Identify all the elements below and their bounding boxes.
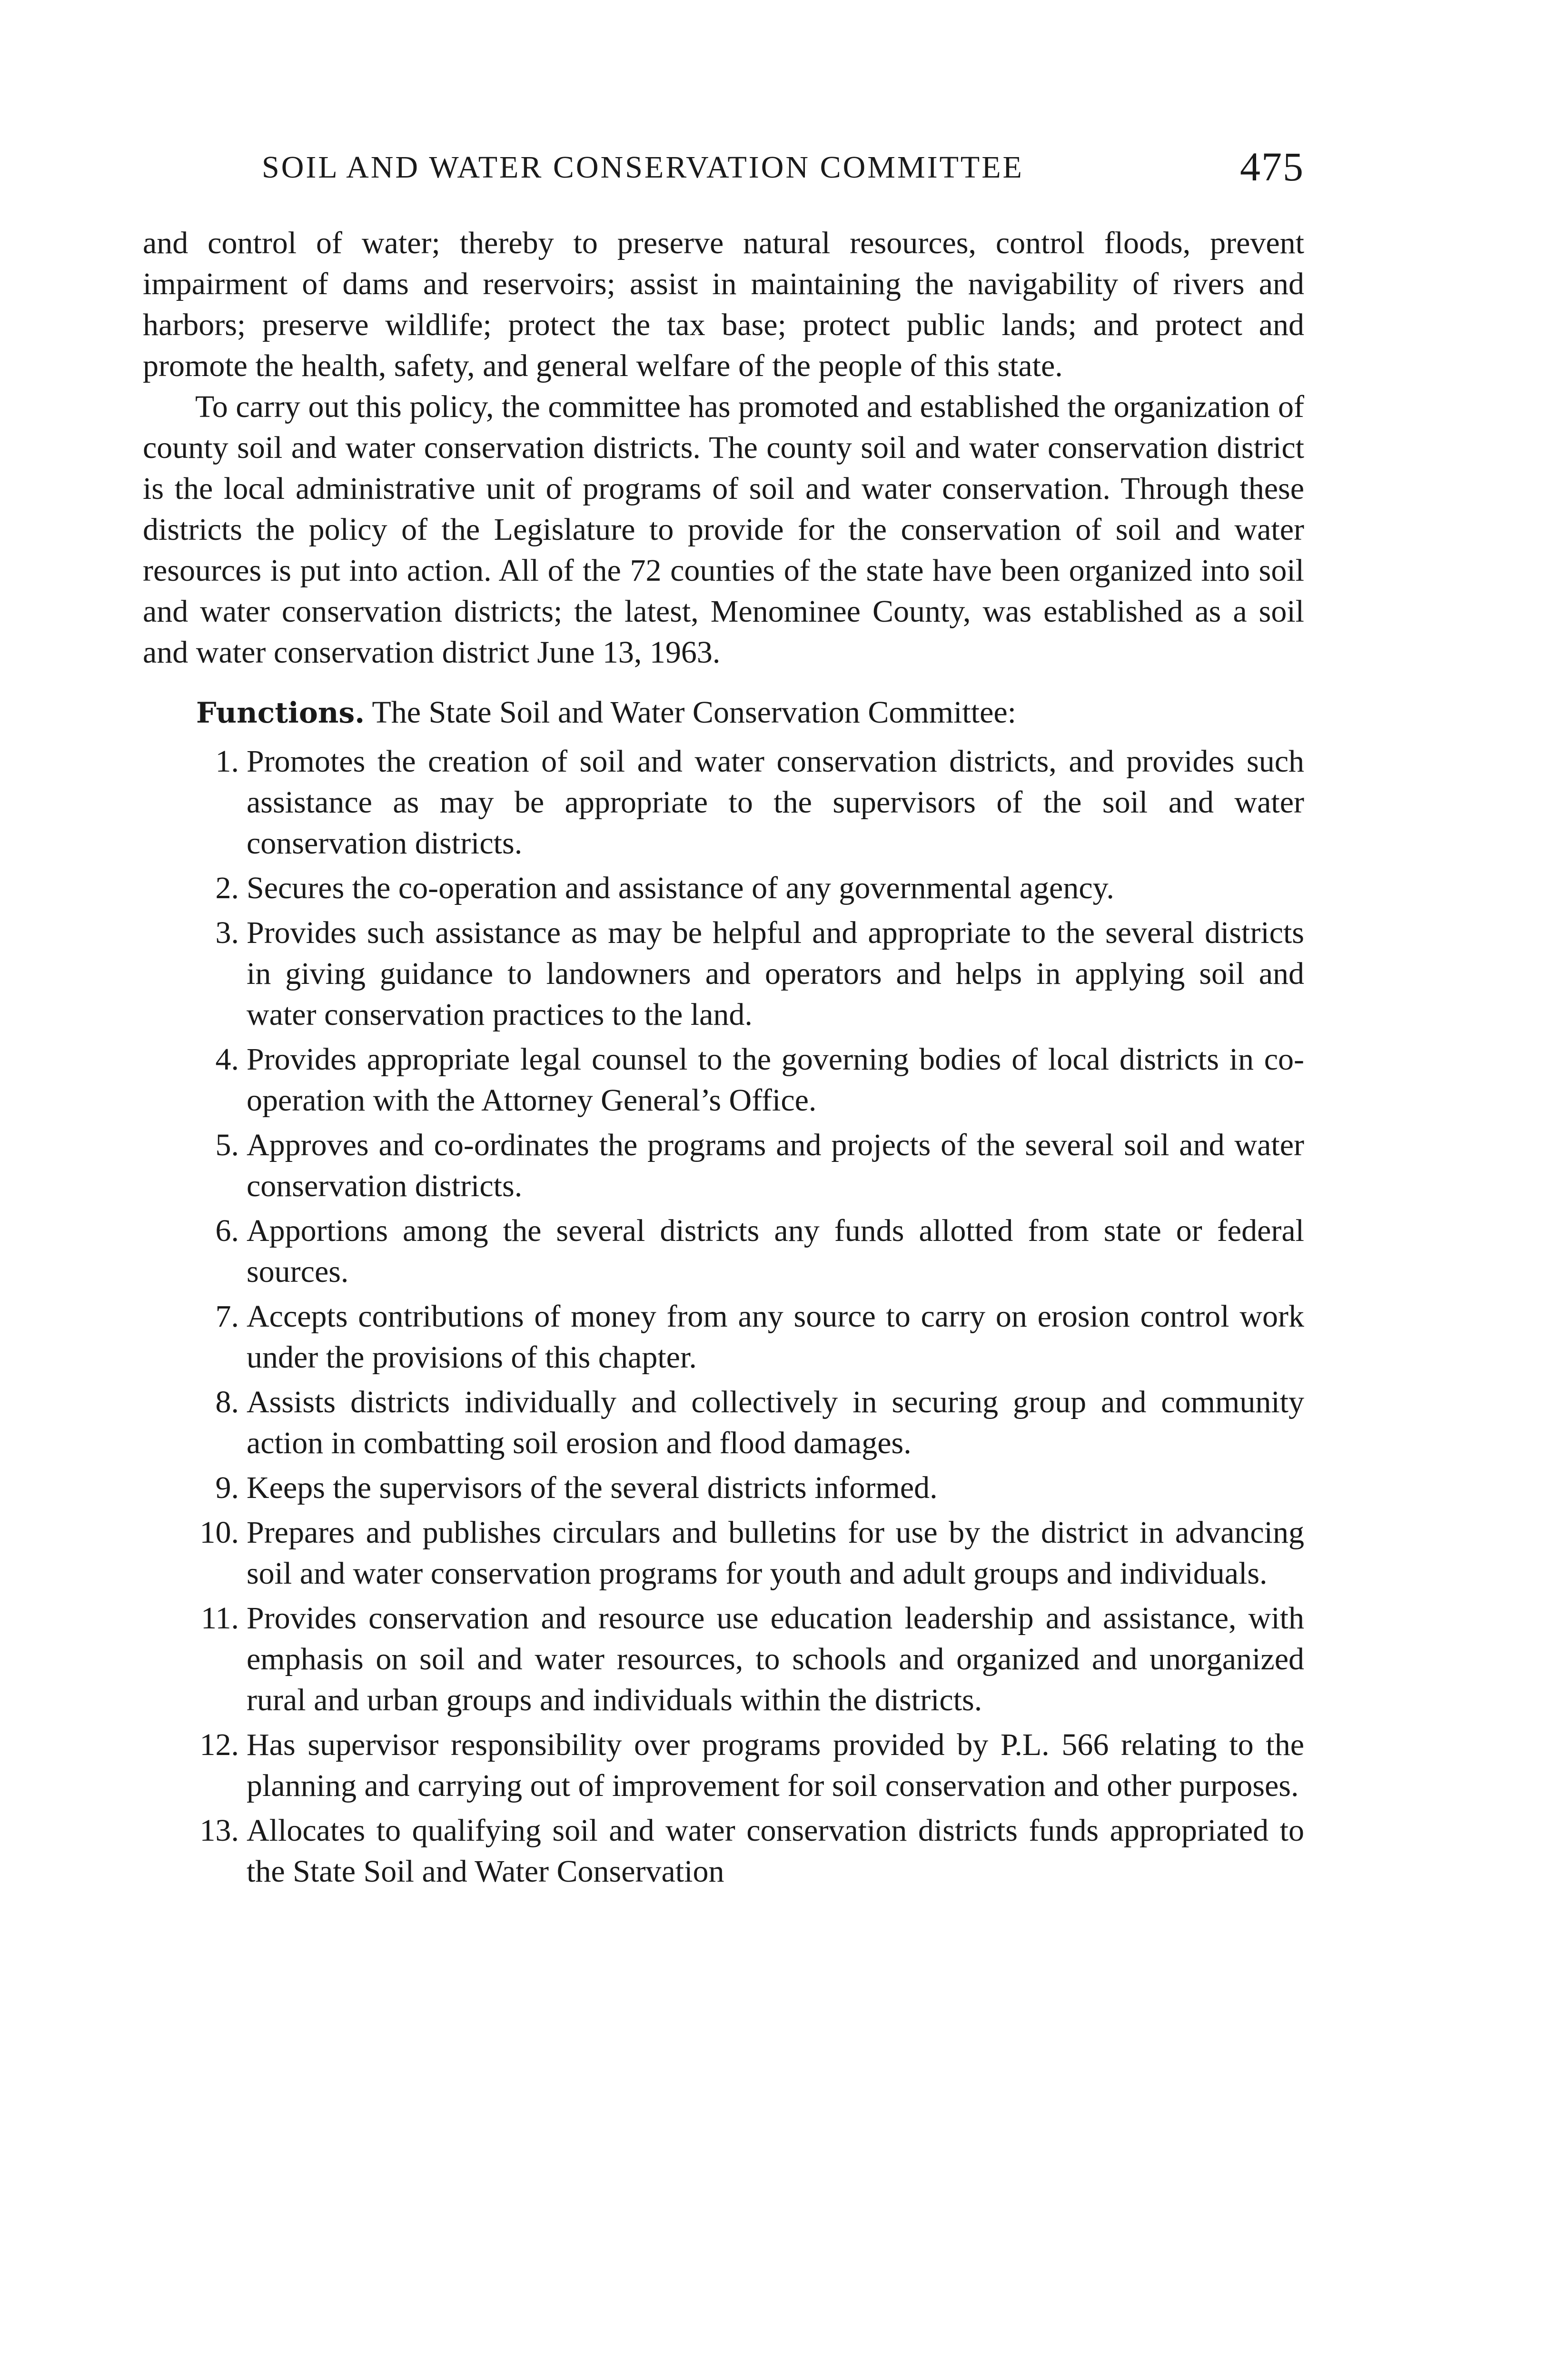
list-item-text: Provides conservation and resource use education leadership and assistance, with emphasis on soil and water resources, to schools and organized and unorganized rural and urban groups and individuals within the districts. [247,1601,1304,1717]
list-item [143,1810,1304,1892]
list-item [143,1039,1304,1121]
list-item-text: Has supervisor responsibility over programs provided by P.L. 566 relating to the planning and carrying out of improvement for soil conservation and other purposes. [247,1727,1304,1803]
functions-list [143,741,1304,1892]
list-item [143,1598,1304,1721]
list-item-number: 9. [215,1470,239,1505]
list-item-number: 3. [215,915,239,950]
list-item-text: Accepts contributions of money from any source to carry on erosion control work under the provisions of this chapter. [247,1299,1304,1375]
list-item [143,741,1304,864]
list-item-number: 7. [215,1299,239,1334]
running-head-title: SOIL AND WATER CONSERVATION COMMITTEE [262,150,1024,185]
list-item-number: 5. [215,1128,239,1162]
list-item-text: Assists districts individually and collectively in securing group and community action in combatting soil erosion and flood damages. [247,1385,1304,1460]
list-item-number: 2. [215,871,239,905]
list-item-text: Secures the co-operation and assistance of any governmental agency. [247,871,1114,905]
running-head [143,143,1304,195]
paragraph-policy: To carry out this policy, the committee has promoted and established the organization of county soil and water conservation districts. The county soil and water conservation district is the local administrative unit of programs of soil and water conservation. Through these districts the policy of the Legislature to provide for the conservation of soil and water resources is put into action. All of the 72 counties of the state have been organized into soil and water conservation districts; the latest, Menominee County, was established as a soil and water conservation district June 13, 1963. [143,389,1304,670]
functions-heading: Functions. [196,696,365,730]
list-item-number: 8. [215,1385,239,1419]
list-item-number: 1. [215,744,239,779]
list-item [143,1512,1304,1594]
list-item [143,1382,1304,1464]
list-item-text: Provides appropriate legal counsel to the governing bodies of local districts in co-operation with the Attorney General’s Office. [247,1042,1304,1118]
list-item-number: 11. [200,1601,239,1636]
list-item [143,868,1304,909]
list-item-number: 4. [215,1042,239,1077]
paragraph-continued: and control of water; thereby to preserve natural resources, control floods, prevent impairment of dams and reservoirs; assist in maintaining the navigability of rivers and harbors; preserve wildlife; protect the tax base; protect public lands; and protect and promote the health, safety, and general welfare of the people of this state. [143,226,1304,383]
list-item-number: 13. [199,1813,239,1848]
page [143,143,1304,1896]
page-number: 475 [1240,144,1304,189]
list-item [143,912,1304,1035]
functions-intro [196,692,1304,734]
list-item-text: Promotes the creation of soil and water conservation districts, and provides such assistance as may be appropriate to the supervisors of the soil and water conservation districts. [247,744,1304,861]
list-item-number: 6. [215,1213,239,1248]
list-item [143,1210,1304,1292]
list-item [143,1468,1304,1508]
body-text [143,223,1304,673]
list-item-text: Approves and co-ordinates the programs and projects of the several soil and water conservation districts. [247,1128,1304,1203]
list-item-number: 12. [199,1727,239,1762]
list-item-text: Allocates to qualifying soil and water conservation districts funds appropriated to the State Soil and Water Conservation [247,1813,1304,1889]
list-item-number: 10. [199,1515,239,1550]
list-item-text: Apportions among the several districts any funds allotted from state or federal sources. [247,1213,1304,1289]
list-item-text: Keeps the supervisors of the several districts informed. [247,1470,938,1505]
list-item [143,1296,1304,1378]
functions-intro-text: The State Soil and Water Conservation Committee: [372,695,1017,730]
list-item-text: Prepares and publishes circulars and bulletins for use by the district in advancing soil and water conservation programs for youth and adult groups and individuals. [247,1515,1304,1591]
list-item [143,1725,1304,1806]
list-item-text: Provides such assistance as may be helpful and appropriate to the several districts in giving guidance to landowners and operators and helps in applying soil and water conservation practices to the land. [247,915,1304,1032]
list-item [143,1125,1304,1207]
